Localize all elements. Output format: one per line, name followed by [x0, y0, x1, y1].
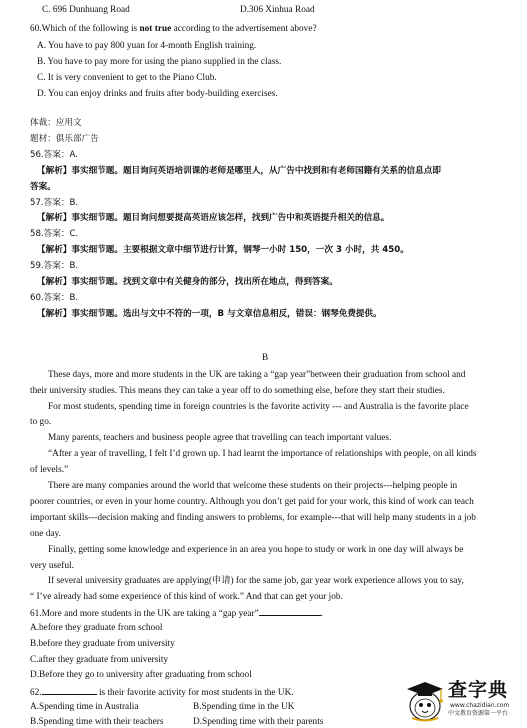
logo-title: 查字典 [448, 679, 509, 701]
passage-line: to go. [30, 417, 52, 427]
answer-blank [259, 606, 321, 616]
q61-stem-text: 61.More and more students in the UK are taking a “gap year” [30, 609, 259, 619]
passage-line: important skills---decision making and finding answers to problems, for example---that will help many students in a job [30, 513, 476, 523]
logo-tagline: 中文教育资源第一平台 [448, 710, 509, 717]
answer-58: 58.答案：C. [30, 229, 79, 239]
passage-line: Finally, getting some knowledge and experience in an area you hope to study or work in one day will always be [48, 545, 464, 555]
q62-stem [30, 685, 294, 699]
passage-line: Many parents, teachers and business people agree that travelling can teach important values. [48, 433, 392, 443]
explanation-tag: 【解析】 [37, 166, 72, 176]
q62-stem-text: is their favorite activity for most students in the UK. [96, 688, 294, 698]
answer-57: 57.答案：B. [30, 198, 79, 208]
passage-line: of levels.” [30, 465, 69, 475]
logo-url: www.chazidian.com [450, 702, 510, 709]
mortarboard-mascot-icon [404, 676, 446, 724]
passage-line: very useful. [30, 561, 74, 571]
q59-option-d: D.306 Xinhua Road [240, 5, 315, 15]
q62-option-b: B.Spending time in the UK [193, 702, 295, 712]
passage-line: If several university graduates are applying(申请) for the same job, gar year work experience allows you to say, [48, 576, 464, 586]
explanation-tag: 【解析】 [37, 277, 72, 287]
explanation-57 [37, 212, 389, 224]
passage-line: “ I’ve already had some experience of this kind of work.” And that can get your job. [30, 592, 343, 602]
answer-60: 60.答案：B. [30, 293, 79, 303]
q60-stem-post: according to the advertisement above? [171, 24, 317, 34]
analysis-topic: 题材：俱乐部广告 [30, 134, 99, 144]
q62-number: 62. [30, 688, 42, 698]
q61-option-b: B.before they graduate from university [30, 639, 175, 649]
q60-option-d: D. You can enjoy drinks and fruits after body-building exercises. [37, 89, 278, 99]
passage-line: These days, more and more students in the UK are taking a “gap year”between their graduation from school and [48, 370, 466, 380]
q60-option-a: A. You have to pay 800 yuan for 4-month English training. [37, 41, 257, 51]
passage-line: There are many companies around the world that welcome these students on their projects---helping people in [48, 481, 458, 491]
passage-line: “After a year of travelling, I felt I’d grown up. I had learnt the importance of relationships with people, on all kinds [48, 449, 477, 459]
explanation-text: 事实细节题。题目询问英语培训课的老师是哪里人，从广告中找到和有老师国籍有关系的信息点即 [71, 166, 441, 176]
q60-stem [30, 23, 317, 35]
q60-option-c: C. It is very convenient to get to the Piano Club. [37, 73, 217, 83]
passage-line: one day. [30, 529, 61, 539]
explanation-60 [37, 308, 382, 320]
explanation-text: 事实细节题。找到文章中有关健身的部分，找出所在地点，得到答案。 [71, 277, 338, 287]
q60-option-b: B. You have to pay more for using the piano supplied in the class. [37, 57, 282, 67]
q62-option-c: B.Spending time with their teachers [30, 717, 164, 727]
q61-option-c: C.after they graduate from university [30, 655, 169, 665]
passage-line: poorer countries, or even in your home country. Although you don’t get paid for your work, this kind of work can teach [30, 497, 474, 507]
passage-line: their university studies. This means they can take a year off to do something else, before they start their studies. [30, 386, 445, 396]
q60-stem-pre: 60.Which of the following is [30, 24, 140, 34]
q60-stem-bold: not true [139, 24, 172, 34]
answer-56: 56.答案：A. [30, 150, 78, 160]
explanation-58 [37, 244, 409, 256]
explanation-tag: 【解析】 [37, 245, 72, 255]
explanation-tag: 【解析】 [37, 309, 72, 319]
q59-option-c: C. 696 Dunhuang Road [42, 5, 130, 15]
q61-option-d: D.Before they go to university after graduating from school [30, 670, 252, 680]
passage-line: For most students, spending time in foreign countries is the favorite activity --- and Australia is the favorite place [48, 402, 469, 412]
q62-option-d: D.Spending time with their parents [193, 717, 324, 727]
q61-option-a: A.before they graduate from school [30, 623, 163, 633]
explanation-text: 事实细节题。主要根据文章中细节进行计算，钢琴一小时 150，一次 3 小时，共 450。 [71, 245, 409, 255]
answer-59: 59.答案：B. [30, 261, 79, 271]
explanation-56-line1 [37, 165, 441, 177]
q61-stem [30, 606, 323, 620]
section-title: B [262, 353, 269, 363]
explanation-59 [37, 276, 338, 288]
q62-option-a: A.Spending time in Australia [30, 702, 139, 712]
explanation-tag: 【解析】 [37, 213, 72, 223]
q61-stem-end: . [320, 609, 324, 619]
answer-blank [42, 685, 97, 695]
explanation-56-line2: 答案。 [30, 182, 56, 192]
explanation-text: 事实细节题。选出与文中不符的一项，B 与文章信息相反，错误：钢琴免费提供。 [71, 309, 382, 319]
explanation-text: 事实细节题。题目询问想要提高英语应该怎样，找到广告中和英语提升相关的信息。 [71, 213, 390, 223]
analysis-genre: 体裁：应用文 [30, 118, 82, 128]
chazidian-logo [404, 676, 524, 726]
